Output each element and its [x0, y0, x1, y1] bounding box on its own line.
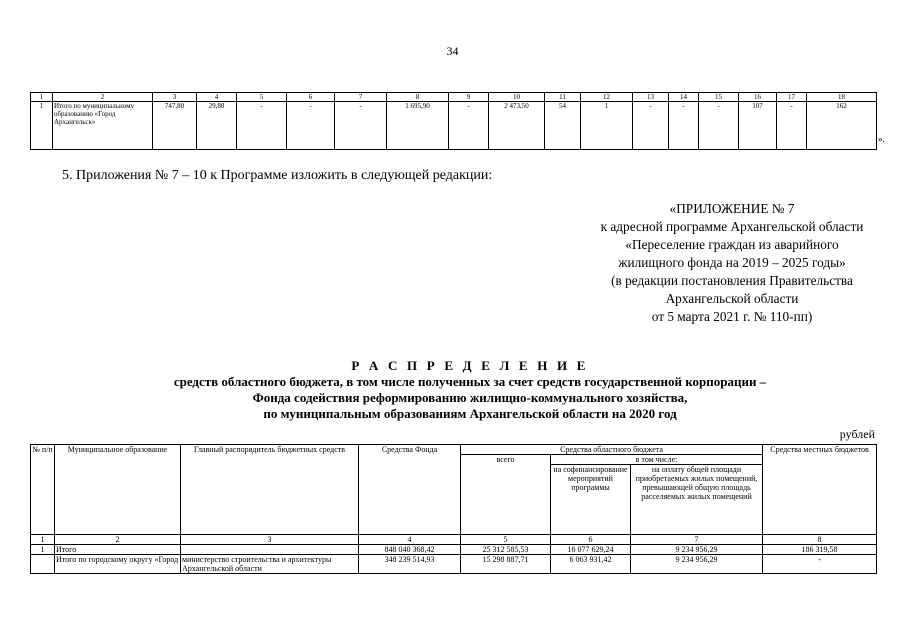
- currency-label: рублей: [839, 427, 875, 441]
- closing-quote: ».: [878, 134, 885, 144]
- table-cell: -: [633, 102, 669, 150]
- table-cell: Итого по городскому округу «Город: [55, 555, 181, 574]
- header-local: Средства местных бюджетов: [763, 445, 877, 535]
- table-cell: -: [763, 555, 877, 574]
- header-cofinancing: на софинансирование мероприятий программы: [551, 465, 631, 535]
- table-cell: 107: [739, 102, 777, 150]
- table-cell: -: [777, 102, 807, 150]
- municipality-summary-table: [30, 92, 877, 150]
- page-number: 34: [446, 44, 459, 58]
- table-cell: 25 312 585,53: [461, 545, 551, 555]
- header-manager: Главный распорядитель бюджетных средств: [181, 445, 359, 535]
- table-cell: 1 695,90: [387, 102, 449, 150]
- column-number: 5: [461, 535, 551, 545]
- column-number: 7: [631, 535, 763, 545]
- column-number: 8: [763, 535, 877, 545]
- table-cell: 9 234 956,29: [631, 545, 763, 555]
- column-number: 16: [739, 93, 777, 102]
- header-municipality: Муниципальное образование: [55, 445, 181, 535]
- appendix-line: «Переселение граждан из аварийного: [625, 237, 839, 252]
- municipality-name-cell: Итого по муниципальному образованию «Город Архангельск»: [53, 102, 153, 150]
- title-line-2: Фонда содействия реформированию жилищно-коммунального хозяйства,: [252, 390, 688, 405]
- column-number: 9: [449, 93, 489, 102]
- table-cell: -: [669, 102, 699, 150]
- table-row: [31, 555, 877, 574]
- column-number: 4: [359, 535, 461, 545]
- table-row: [31, 545, 877, 555]
- column-number: 11: [545, 93, 581, 102]
- header-excess-area: на оплату общей площади приобретаемых жилых помещений, превышающей общую площадь расселяемых жилых помещений: [631, 465, 763, 535]
- table-cell: 1: [581, 102, 633, 150]
- table-cell: 162: [807, 102, 877, 150]
- appendix-line: «ПРИЛОЖЕНИЕ № 7: [669, 201, 795, 216]
- column-number: 17: [777, 93, 807, 102]
- table-cell: министерство строительства и архитектуры Архангельской области: [181, 555, 359, 574]
- table-cell: 186 319,58: [763, 545, 877, 555]
- table-cell: 29,80: [197, 102, 237, 150]
- column-number: 1: [31, 93, 53, 102]
- column-number: 4: [197, 93, 237, 102]
- column-number: 5: [237, 93, 287, 102]
- table-cell: 54: [545, 102, 581, 150]
- appendix-line: от 5 марта 2021 г. № 110-пп): [651, 309, 813, 324]
- table-cell: 348 239 514,93: [359, 555, 461, 574]
- column-number: 13: [633, 93, 669, 102]
- table-cell: 2 473,50: [489, 102, 545, 150]
- column-number: 3: [153, 93, 197, 102]
- table-cell: 16 077 629,24: [551, 545, 631, 555]
- appendix-heading: [560, 200, 904, 326]
- table-cell: -: [449, 102, 489, 150]
- column-number: 18: [807, 93, 877, 102]
- table-cell: -: [237, 102, 287, 150]
- column-number: 14: [669, 93, 699, 102]
- column-number: 15: [699, 93, 739, 102]
- table-cell: 747,80: [153, 102, 197, 150]
- paragraph-text: 5. Приложения № 7 – 10 к Программе изложить в следующей редакции:: [62, 168, 493, 183]
- table-cell: -: [699, 102, 739, 150]
- column-number: 2: [53, 93, 153, 102]
- column-number: 2: [55, 535, 181, 545]
- column-number: 10: [489, 93, 545, 102]
- header-fund: Средства Фонда: [359, 445, 461, 535]
- title-line-3: по муниципальным образованиям Архангельской области на 2020 год: [263, 406, 677, 421]
- document-title: [40, 358, 900, 422]
- header-including: в том числе:: [551, 455, 763, 465]
- table-cell: 1: [31, 545, 55, 555]
- title-line-1: средств областного бюджета, в том числе полученных за счет средств государственной корпорации –: [173, 374, 767, 389]
- table-cell: 15 298 887,71: [461, 555, 551, 574]
- header-num: № п/п: [31, 445, 55, 535]
- title-main: Р А С П Р Е Д Е Л Е Н И Е: [351, 358, 589, 373]
- column-number: 3: [181, 535, 359, 545]
- column-number: 1: [31, 535, 55, 545]
- column-number: 8: [387, 93, 449, 102]
- table-cell: [31, 555, 55, 574]
- column-number: 6: [287, 93, 335, 102]
- column-number: 12: [581, 93, 633, 102]
- table-cell: 848 040 368,42: [359, 545, 461, 555]
- header-regional: Средства областного бюджета: [461, 445, 763, 455]
- appendix-line: жилищного фонда на 2019 – 2025 годы»: [618, 255, 846, 270]
- table-cell: [181, 545, 359, 555]
- table-cell: 1: [31, 102, 53, 150]
- column-number: 6: [551, 535, 631, 545]
- table-cell: -: [335, 102, 387, 150]
- column-number: 7: [335, 93, 387, 102]
- table-cell: Итого: [55, 545, 181, 555]
- table-cell: 9 234 956,29: [631, 555, 763, 574]
- budget-distribution-table: [30, 444, 877, 574]
- table-cell: -: [287, 102, 335, 150]
- appendix-line: (в редакции постановления Правительства: [611, 273, 853, 288]
- header-total: всего: [461, 455, 551, 535]
- appendix-line: Архангельской области: [665, 291, 799, 306]
- table-cell: 6 063 931,42: [551, 555, 631, 574]
- appendix-line: к адресной программе Архангельской области: [600, 219, 864, 234]
